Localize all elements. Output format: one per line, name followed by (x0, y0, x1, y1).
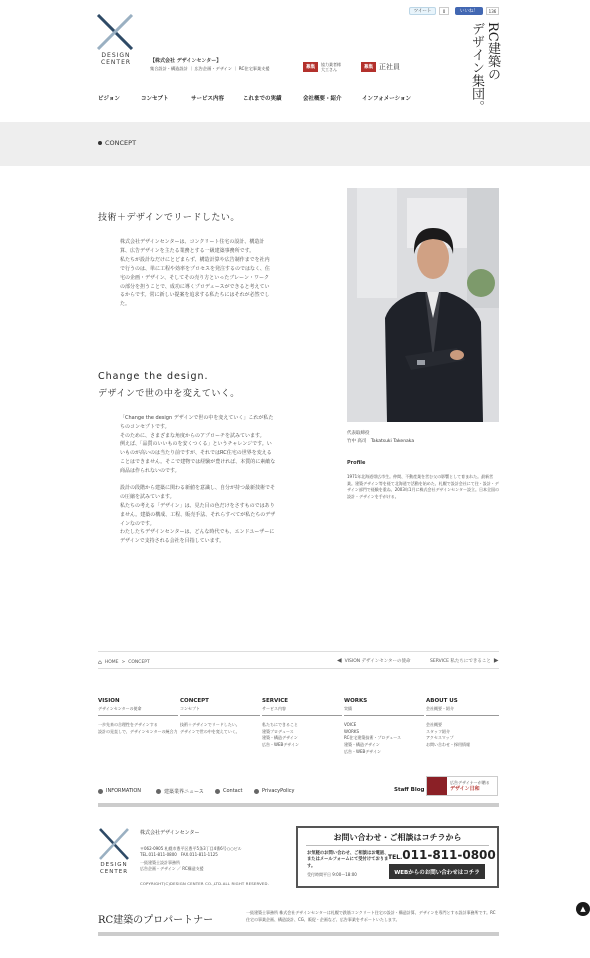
footer-col-title[interactable]: SERVICE (262, 698, 289, 704)
footer-col-sub: コンセプト (180, 706, 260, 716)
page-title-text: CONCEPT (105, 139, 137, 147)
footer-col-works (344, 698, 424, 756)
footer-col-concept (180, 698, 260, 735)
nav-works[interactable]: これまでの実績 (243, 96, 282, 102)
info-link-label: Contact (223, 788, 243, 794)
info-link-label: INFORMATION (106, 788, 142, 794)
footer-col-vision (98, 698, 178, 735)
logo-line1: DESIGN (101, 52, 131, 59)
footer-col-title[interactable]: VISION (98, 698, 120, 704)
bullet-icon (156, 789, 161, 794)
footer-link[interactable]: スタッフ紹介 (426, 728, 450, 734)
page-top-button[interactable] (576, 902, 590, 916)
footer-link[interactable]: お問い合わせ・採用情報 (426, 742, 470, 748)
info-link-privacy[interactable] (254, 788, 295, 794)
footer-link[interactable]: 建築・構造デザイン (344, 742, 380, 748)
prev-page-label: VISION デザインセンターの使命 (344, 658, 411, 664)
fb-label: いいね！ (460, 9, 478, 14)
logo-text[interactable] (96, 52, 136, 66)
footer-divider-bar (98, 803, 499, 807)
nav-concept[interactable]: コンセプト (141, 96, 169, 102)
logo-mark-icon[interactable] (96, 14, 134, 50)
facebook-like-count: 136 (486, 7, 499, 15)
next-page-link[interactable] (430, 657, 499, 664)
ceo-name: 竹中 高司 Takatsuki Takenaka (347, 439, 415, 444)
footer-link[interactable]: 建築プロデュース (262, 728, 294, 734)
web-contact-button[interactable]: WEBからのお問い合わせはコチラ (389, 864, 485, 879)
nav-service[interactable]: サービス内容 (191, 96, 225, 102)
section-paragraph-2: 「Change the design デザインで世の中を変えていく」これが私たちのコンセプトです。 そのために、さまざまな角度からのアプローチを試みています。 例えば、「品質のいいものを安くつくる」というチャレンジです。いいものが高いのは当たり前ですが、それではRC住宅の世界を変えることはできません。そこで建物では経験が豊ければ、本質的に素敵な商品は作られないのです。 設計の段階から建築に関わる新値を意識し、自分が持つ最新技術でその圧縮を試みています。 私たちの考える「デザイン」は、見た目の色だけをさすものではありません。建築の構成、工程、販売手法、それらすべてが私たちのデザインなのです。 わたしたちデザインセンターは、どんな時代でも、エンドユーザーにデザインで支持される会社を目指しています。 (120, 415, 276, 545)
profile-text: 1971年北海道帯広市生。仲間、不動産業を営む父の影響として育まれた。最新営業。建築デザイン等を経て北海道で活動を始めた、札幌で設計会社にて住・設計・デザイン部門で経験を重ね、2003年1月に株式会社デザインセンター設立。日本全国の設計・デザインを手がける。 (347, 474, 500, 499)
company-name: 【株式会社 デザインセンター】 (150, 58, 222, 64)
footer-link[interactable]: 私たちにできること (262, 722, 298, 727)
footer-link[interactable]: 設計の見直しで、デザインセンターの統合力 (98, 728, 178, 734)
recruit-tag: 募集 (303, 62, 318, 72)
recruit-partner-banner[interactable] (303, 60, 341, 74)
chevron-left-icon: ◀ (337, 657, 342, 664)
recruit-staff-banner[interactable] (361, 60, 400, 74)
footer-link[interactable]: 広告・WEBデザイン (262, 742, 299, 748)
info-link-label: PrivacyPolicy (262, 788, 295, 794)
design-blog-banner[interactable] (426, 776, 498, 796)
footer-link[interactable]: 建築・構造デザイン (262, 735, 298, 741)
home-icon[interactable]: ⌂ (98, 659, 102, 666)
arrow-up-icon: ▲ (580, 905, 586, 913)
nav-about[interactable]: 会社概要・紹介 (303, 96, 342, 102)
breadcrumb-separator: > (121, 660, 126, 665)
info-link-contact[interactable] (215, 788, 242, 794)
footer-link[interactable]: RC住宅建築技術・プロデュース (344, 735, 402, 741)
footer-col-sub: 会社概要・紹介 (426, 706, 499, 716)
recruit-partner-text: 協力業者様 大工さん (321, 62, 341, 72)
divider (98, 668, 499, 669)
footer-logo-line1: DESIGN (100, 862, 128, 868)
contact-tel[interactable] (388, 848, 496, 862)
tweet-button[interactable] (409, 7, 436, 15)
footer-link[interactable]: 一歩先来の合理性をデザインする (98, 722, 158, 727)
info-link-news[interactable] (156, 788, 204, 795)
footer-col-sub: サービス内容 (262, 706, 342, 716)
footer-address (140, 846, 290, 872)
breadcrumb-home[interactable]: HOME (104, 660, 119, 665)
banner-image (427, 777, 447, 795)
profile-heading: Profile (347, 460, 366, 466)
contact-divider (306, 845, 489, 846)
footer-address-text: 〒062-0905 札幌市豊平区豊平5条3丁目4番6号○○ビル TEL.011-811-0800 FAX.011-811-1125 (140, 846, 242, 857)
footer-company: 株式会社デザインセンター (140, 830, 200, 836)
contact-title: お問い合わせ・ご相談はコチラから (333, 833, 462, 842)
section-heading-2-en: Change the design. (98, 371, 209, 382)
facebook-like-button[interactable] (455, 7, 483, 15)
page-title (98, 139, 136, 147)
footer-link[interactable]: アクセスマップ (426, 735, 454, 741)
contact-hours: 受付時間平日 9:00～18:00 (307, 872, 357, 877)
footer-col-title[interactable]: ABOUT US (426, 698, 458, 704)
bottom-title: RC建築のプロパートナー (98, 915, 214, 926)
footer-link[interactable]: 広告・WEBデザイン (344, 748, 381, 754)
banner-line2: デザイン日和 (450, 786, 480, 792)
bottom-divider-bar (98, 932, 499, 936)
section-heading-1: 技術＋デザインでリードしたい。 (98, 213, 240, 223)
ceo-photo (347, 188, 499, 422)
bottom-text: 一級建築士事務所 株式会社デザインセンターは札幌で鉄筋コンクリート住宅の設計・構造計算、デザインを専門とする設計事務所です。RC住宅の事業企画、構造設計、CG、販促・企画など、広告事業をサポートいたします。 (246, 910, 496, 922)
page-title-band (0, 122, 590, 166)
bullet-icon (254, 789, 259, 794)
info-link-label: 建築業界ニュース (164, 789, 204, 795)
footer-col-about (426, 698, 499, 749)
ceo-portrait-image (347, 188, 499, 422)
tel-prefix: TEL. (388, 854, 403, 861)
footer-link[interactable]: 技術＋デザインでリードしたい。 (180, 722, 240, 727)
chevron-right-icon: ▶ (493, 657, 499, 664)
section-paragraph-1: 株式会社デザインセンターは、コンクリート住宅の設計、構造計算、広告デザインを主たる業務とする一級建築事務所です。 私たちが設計なだけにとどまらず、構造計算や広告制作までを社内で行うのは、単に工程や効率をプロセスを発注するのではなく、住宅の企画・デザイン、そしてその売り方といったブレーン・ワークの部分を担うことで、成功に導くプロデュースができると考えているからです。常に新しい提案を追求する私たちにはそれが必然でした。 (120, 239, 270, 308)
info-link-information[interactable] (98, 788, 141, 794)
banner-line1: 広告デザイナーが贈る (450, 780, 490, 785)
footer-link[interactable]: デザインで世の中を変えていく。 (180, 728, 240, 734)
copyright: COPYRIGHT(C)DESIGN CENTER CO.,LTD.ALL RIGHT RESERVED. (140, 881, 270, 886)
nav-information[interactable]: インフォメーション (362, 96, 412, 102)
logo-line2: CENTER (100, 59, 132, 66)
breadcrumb (98, 659, 150, 666)
tweet-count: 0 (439, 7, 449, 15)
contact-lead: お気軽のお問い合わせ、ご相談はお電話、またはメールフォームにて受付けております。 (307, 851, 389, 869)
nav-vision[interactable]: ビジョン (98, 96, 120, 102)
footer-link[interactable]: VOICE (344, 722, 357, 727)
bullet-icon (98, 789, 103, 794)
recruit-tag: 募集 (361, 62, 376, 72)
footer-col-title[interactable]: CONCEPT (180, 698, 209, 704)
footer-col-service (262, 698, 342, 749)
next-page-label: SERVICE 私たちにできること (430, 658, 491, 664)
footer-link[interactable]: WORKS (344, 728, 360, 734)
company-sub: 集合設計・構造設計 ｜ 広告企画・デザイン ｜ RC住宅事業支援 (150, 66, 270, 71)
breadcrumb-current: CONCEPT (128, 660, 150, 665)
footer-col-sub: デザインセンターの使命 (98, 706, 178, 716)
tel-number: 011-811-0800 (402, 848, 496, 862)
footer-logo-line2: CENTER (99, 869, 129, 875)
footer-license: 一級建築士設計事務所 広告企画・デザイン ／ RC構造支援 (140, 860, 204, 871)
bullet-icon (215, 789, 220, 794)
divider (98, 651, 499, 652)
section-heading-2-jp: デザインで世の中を変えていく。 (98, 389, 240, 399)
ceo-title: 代表取締役 (347, 431, 370, 436)
footer-link[interactable]: 会社概要 (426, 722, 442, 727)
footer-logo-mark-icon[interactable] (98, 828, 130, 860)
tagline: RC建築の デザイン集団。 (469, 22, 500, 113)
tweet-label: ツイート (413, 9, 432, 14)
footer-col-sub: 実績 (344, 706, 424, 716)
staff-blog-label[interactable]: Staff Blog (394, 787, 425, 793)
footer-logo-text (96, 862, 132, 876)
footer-col-title[interactable]: WORKS (344, 698, 368, 704)
prev-page-link[interactable] (337, 657, 411, 664)
recruit-staff-text: 正社員 (379, 63, 400, 71)
bullet-icon (98, 141, 102, 145)
